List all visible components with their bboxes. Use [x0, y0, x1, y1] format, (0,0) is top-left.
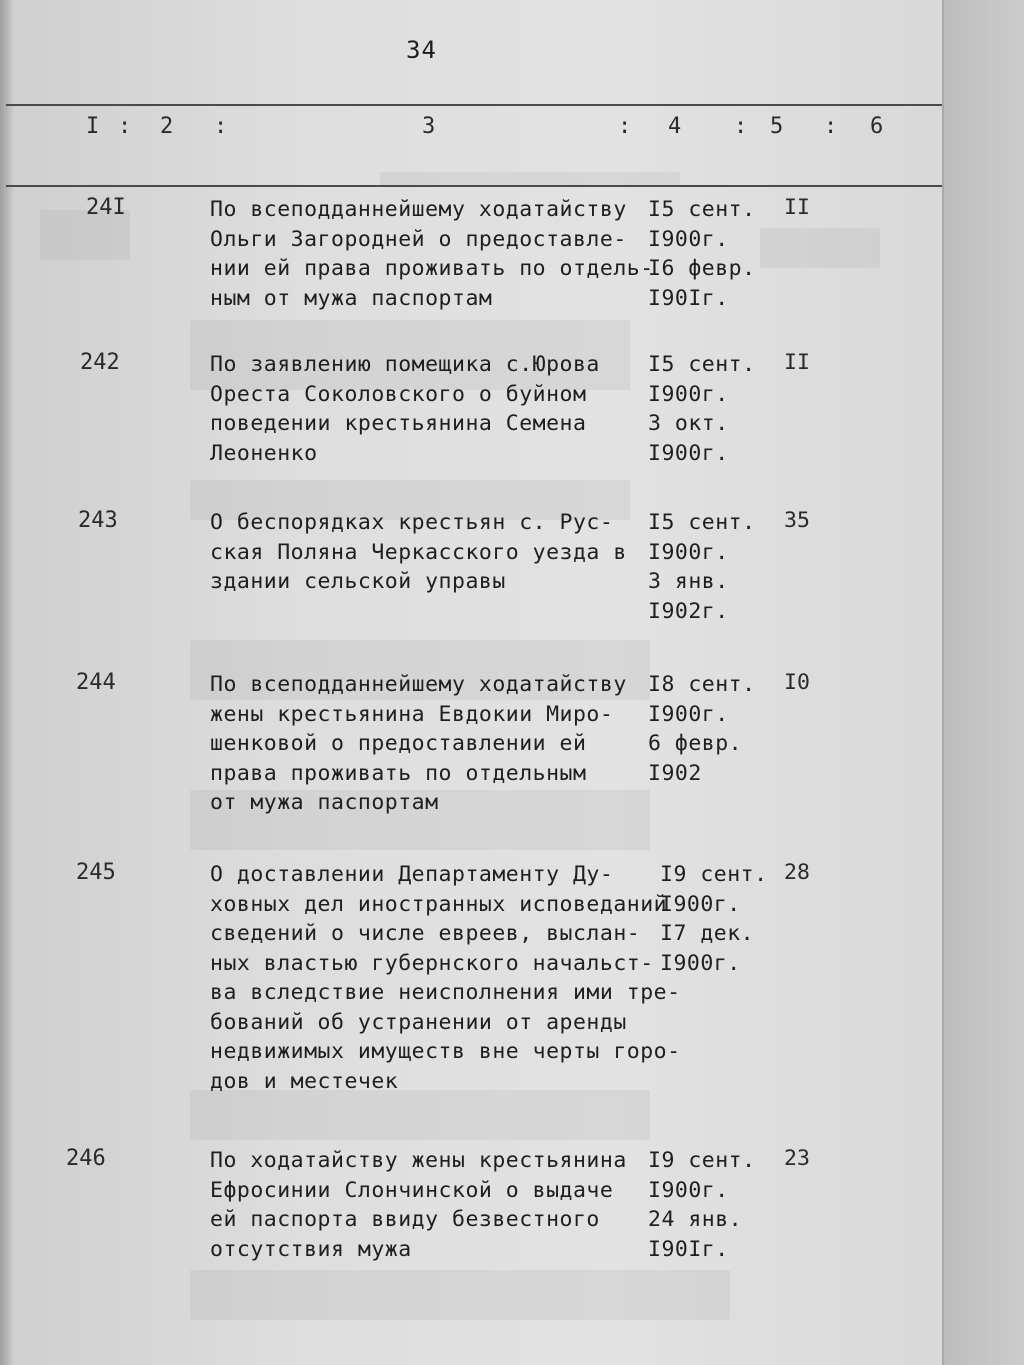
date-line: I900г. — [648, 1177, 729, 1203]
case-title-line: По всеподданнейшему ходатайству — [210, 197, 627, 222]
row-number: 244 — [76, 670, 116, 695]
case-title-line: недвижимых имуществ вне черты горо- — [210, 1039, 681, 1064]
bleed-through — [760, 228, 880, 268]
date-line: I90Iг. — [648, 1236, 729, 1262]
header-top-rule — [6, 104, 942, 106]
date-line: I8 сент. — [648, 672, 756, 697]
date-line: I900г. — [648, 539, 729, 565]
column-number-2: 2 — [160, 114, 174, 139]
date-line: I9 сент. — [648, 1148, 756, 1173]
leaf-count: I0 — [784, 670, 810, 695]
case-title-line: О доставлении Департаменту Ду- — [210, 862, 614, 887]
page-left-edge — [0, 0, 14, 1365]
column-separator: : — [618, 114, 632, 139]
case-dates — [648, 508, 758, 626]
column-number-1: I — [86, 114, 100, 139]
leaf-count: II — [784, 350, 810, 375]
date-line: I900г. — [660, 950, 741, 976]
date-line: I6 февр. — [648, 256, 756, 281]
leaf-count: 28 — [784, 860, 810, 885]
case-title — [210, 508, 650, 597]
leaf-count: II — [784, 195, 810, 220]
bleed-through — [190, 1090, 650, 1140]
date-line: I900г. — [648, 440, 729, 466]
case-title-line: ным от мужа паспортам — [210, 285, 493, 311]
case-title-line: По ходатайству жены крестьянина — [210, 1148, 627, 1173]
case-title — [210, 195, 654, 313]
column-number-5: 5 — [770, 114, 784, 139]
date-line: I5 сент. — [648, 197, 756, 222]
date-line: I7 дек. — [660, 921, 755, 946]
row-number: 246 — [66, 1146, 106, 1171]
bleed-through — [380, 172, 680, 186]
case-title-line: права проживать по отдельным — [210, 760, 587, 786]
case-title-line: ных властью губернского начальст- — [210, 950, 654, 976]
bleed-through — [190, 1270, 730, 1320]
date-line: I900г. — [648, 701, 729, 727]
leaf-count: 35 — [784, 508, 810, 533]
column-separator: : — [214, 114, 228, 139]
case-title-line: дов и местечек — [210, 1068, 399, 1094]
case-title-line: ей паспорта ввиду безвестного — [210, 1207, 600, 1232]
case-dates — [648, 670, 758, 788]
case-title — [210, 860, 681, 1096]
case-title — [210, 1146, 650, 1264]
adjacent-page-edge — [942, 0, 1024, 1365]
case-title-line: шенковой о предоставлении ей — [210, 731, 587, 756]
case-title-line: от мужа паспортам — [210, 790, 439, 815]
case-title-line: Леоненко — [210, 440, 318, 466]
case-title-line: отсутствия мужа — [210, 1236, 412, 1262]
column-number-3: 3 — [422, 114, 436, 139]
case-dates — [648, 350, 758, 468]
date-line: I902г. — [648, 598, 729, 624]
case-title-line: здании сельской управы — [210, 569, 506, 594]
case-title-line: жены крестьянина Евдокии Миро- — [210, 701, 614, 727]
date-line: 3 окт. — [648, 411, 729, 436]
date-line: I902 — [648, 760, 702, 786]
date-line: I5 сент. — [648, 352, 756, 377]
column-number-6: 6 — [870, 114, 884, 139]
case-title-line: ва вследствие неисполнения ими тре- — [210, 980, 681, 1005]
column-separator: : — [734, 114, 748, 139]
case-title — [210, 350, 650, 468]
case-title-line: ская Поляна Черкасского уезда в — [210, 539, 627, 565]
case-title-line: Ореста Соколовского о буйном — [210, 381, 587, 407]
date-line: 6 февр. — [648, 731, 743, 756]
date-line: I900г. — [648, 381, 729, 407]
case-title-line: поведении крестьянина Семена — [210, 411, 587, 436]
case-title-line: О беспорядках крестьян с. Рус- — [210, 510, 614, 535]
date-line: I90Iг. — [648, 285, 729, 311]
header-bottom-rule — [6, 185, 942, 187]
column-separator: : — [118, 114, 132, 139]
date-line: I5 сент. — [648, 510, 756, 535]
row-number: 243 — [78, 508, 118, 533]
date-line: I900г. — [660, 891, 741, 917]
leaf-count: 23 — [784, 1146, 810, 1171]
page-number: 34 — [406, 36, 437, 64]
column-separator: : — [824, 114, 838, 139]
case-title — [210, 670, 650, 818]
case-dates — [648, 195, 758, 313]
case-dates — [648, 1146, 758, 1264]
case-title-line: нии ей права проживать по отдель- — [210, 256, 654, 281]
case-title-line: По всеподданнейшему ходатайству — [210, 672, 627, 697]
case-title-line: бований об устранении от аренды — [210, 1009, 627, 1035]
case-dates — [660, 860, 770, 978]
column-number-4: 4 — [668, 114, 682, 139]
date-line: I9 сент. — [660, 862, 768, 887]
case-title-line: Ефросинии Слончинской о выдаче — [210, 1177, 614, 1203]
date-line: 24 янв. — [648, 1207, 743, 1232]
date-line: 3 янв. — [648, 569, 729, 594]
case-title-line: ховных дел иностранных исповеданий — [210, 891, 668, 917]
row-number: 24I — [86, 195, 126, 220]
row-number: 242 — [80, 350, 120, 375]
date-line: I900г. — [648, 226, 729, 252]
case-title-line: Ольги Загородней о предоставле- — [210, 226, 627, 252]
row-number: 245 — [76, 860, 116, 885]
case-title-line: сведений о числе евреев, выслан- — [210, 921, 641, 946]
case-title-line: По заявлению помещика с.Юрова — [210, 352, 600, 377]
